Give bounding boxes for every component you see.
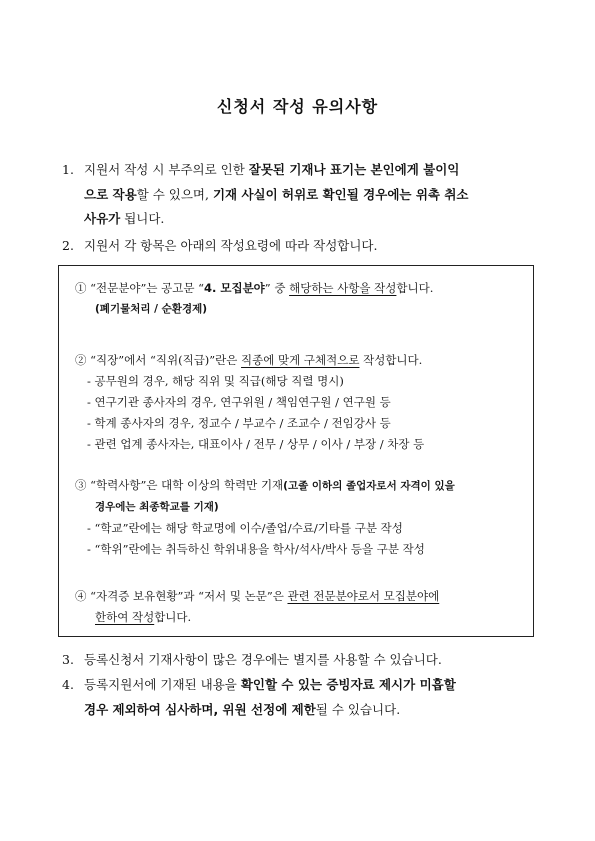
- instruction-item-certificates: [75, 586, 523, 628]
- note-text: 지원서 작성 시 부주의로 인한: [84, 162, 249, 177]
- item-bullet: - 관련 업계 종사자는, 대표이사 / 전무 / 상무 / 이사 / 부장 / 차장 등: [87, 437, 425, 451]
- note-3: [62, 648, 552, 673]
- note-number: 2.: [62, 238, 74, 253]
- item-bold-text: 4. 모집분야: [203, 281, 265, 295]
- item-text: ① “전문분야”는 공고문 “: [75, 281, 204, 295]
- item-underlined-text: 한하여 작성: [95, 610, 155, 624]
- item-bullet: - 연구기관 종사자의 경우, 연구위원 / 책임연구원 / 연구원 등: [87, 395, 391, 409]
- item-text: ② “직장”에서 “직위(직급)”란은: [75, 353, 242, 367]
- note-bold-text: 으로 작용: [84, 186, 137, 202]
- note-number: 4.: [62, 677, 74, 692]
- note-body: 지원서 각 항목은 아래의 작성요령에 따라 작성합니다.: [84, 238, 378, 253]
- item-underlined-text: 직종에 맞게 구체적으로: [241, 353, 360, 367]
- item-underlined-text: 관련 전문분야로서 모집분야에: [287, 589, 440, 603]
- item-text: 합니다.: [154, 610, 192, 624]
- note-bold-text: 사유가: [84, 211, 121, 226]
- item-text: ” 중: [264, 281, 290, 295]
- note-1: [62, 158, 552, 232]
- note-2: [62, 234, 552, 259]
- note-bold-text: 기재 사실이 허위로 확인될 경우에는 위촉 취소: [212, 186, 469, 202]
- note-body: [84, 673, 552, 722]
- item-small-text: 경우에는 최종학교를 기재): [95, 501, 219, 513]
- note-body: [84, 158, 552, 232]
- instructions-box: [58, 265, 534, 637]
- instruction-item-workplace: [75, 350, 523, 455]
- note-text: 할 수 있으며,: [136, 186, 213, 202]
- item-text: ③ “학력사항”은 대학 이상의 학력만 기재: [75, 478, 284, 492]
- instruction-item-education: [75, 475, 523, 560]
- item-bullet: - “학교”란에는 해당 학교명에 이수/졸업/수료/기타를 구분 작성: [87, 521, 403, 535]
- note-4: [62, 673, 552, 722]
- page-title: 신청서 작성 유의사항: [216, 97, 379, 116]
- note-number: 1.: [62, 162, 74, 177]
- note-bold-text: 경우 제외하여 심사하며, 위원 선정에 제한: [84, 701, 316, 717]
- item-bullet: - “학위”란에는 취득하신 학위내용을 학사/석사/박사 등을 구분 작성: [87, 542, 425, 556]
- item-small-text: (고졸 이하의 졸업자로서 자격이 있을: [283, 480, 455, 492]
- item-subnote: (폐기물처리 / 순환경제): [95, 303, 208, 315]
- note-number: 3.: [62, 652, 74, 667]
- note-bold-text: 잘못된 기재나 표기는 본인에게 불이익: [248, 162, 460, 177]
- note-bold-text: 확인할 수 있는 증빙자료 제시가 미흡할: [240, 677, 456, 692]
- item-underlined-text: 해당하는 사항을 작성: [289, 281, 397, 295]
- instruction-item-field: [75, 278, 523, 320]
- item-bullet: - 학계 종사자의 경우, 정교수 / 부교수 / 조교수 / 전임강사 등: [87, 416, 391, 430]
- note-text: 됩니다.: [120, 211, 165, 226]
- item-text: ④ “자격증 보유현황”과 “저서 및 논문”은: [75, 589, 288, 603]
- item-text: 작성합니다.: [359, 353, 423, 367]
- item-text: 합니다.: [396, 281, 434, 295]
- note-text: 등록지원서에 기재된 내용을: [84, 677, 241, 692]
- item-bullet: - 공무원의 경우, 해당 직위 및 직급(해당 직렬 명시): [87, 374, 344, 388]
- item-continuation: [95, 607, 523, 628]
- note-body: 등록신청서 기재사항이 많은 경우에는 별지를 사용할 수 있습니다.: [84, 652, 442, 667]
- note-text: 될 수 있습니다.: [315, 701, 401, 717]
